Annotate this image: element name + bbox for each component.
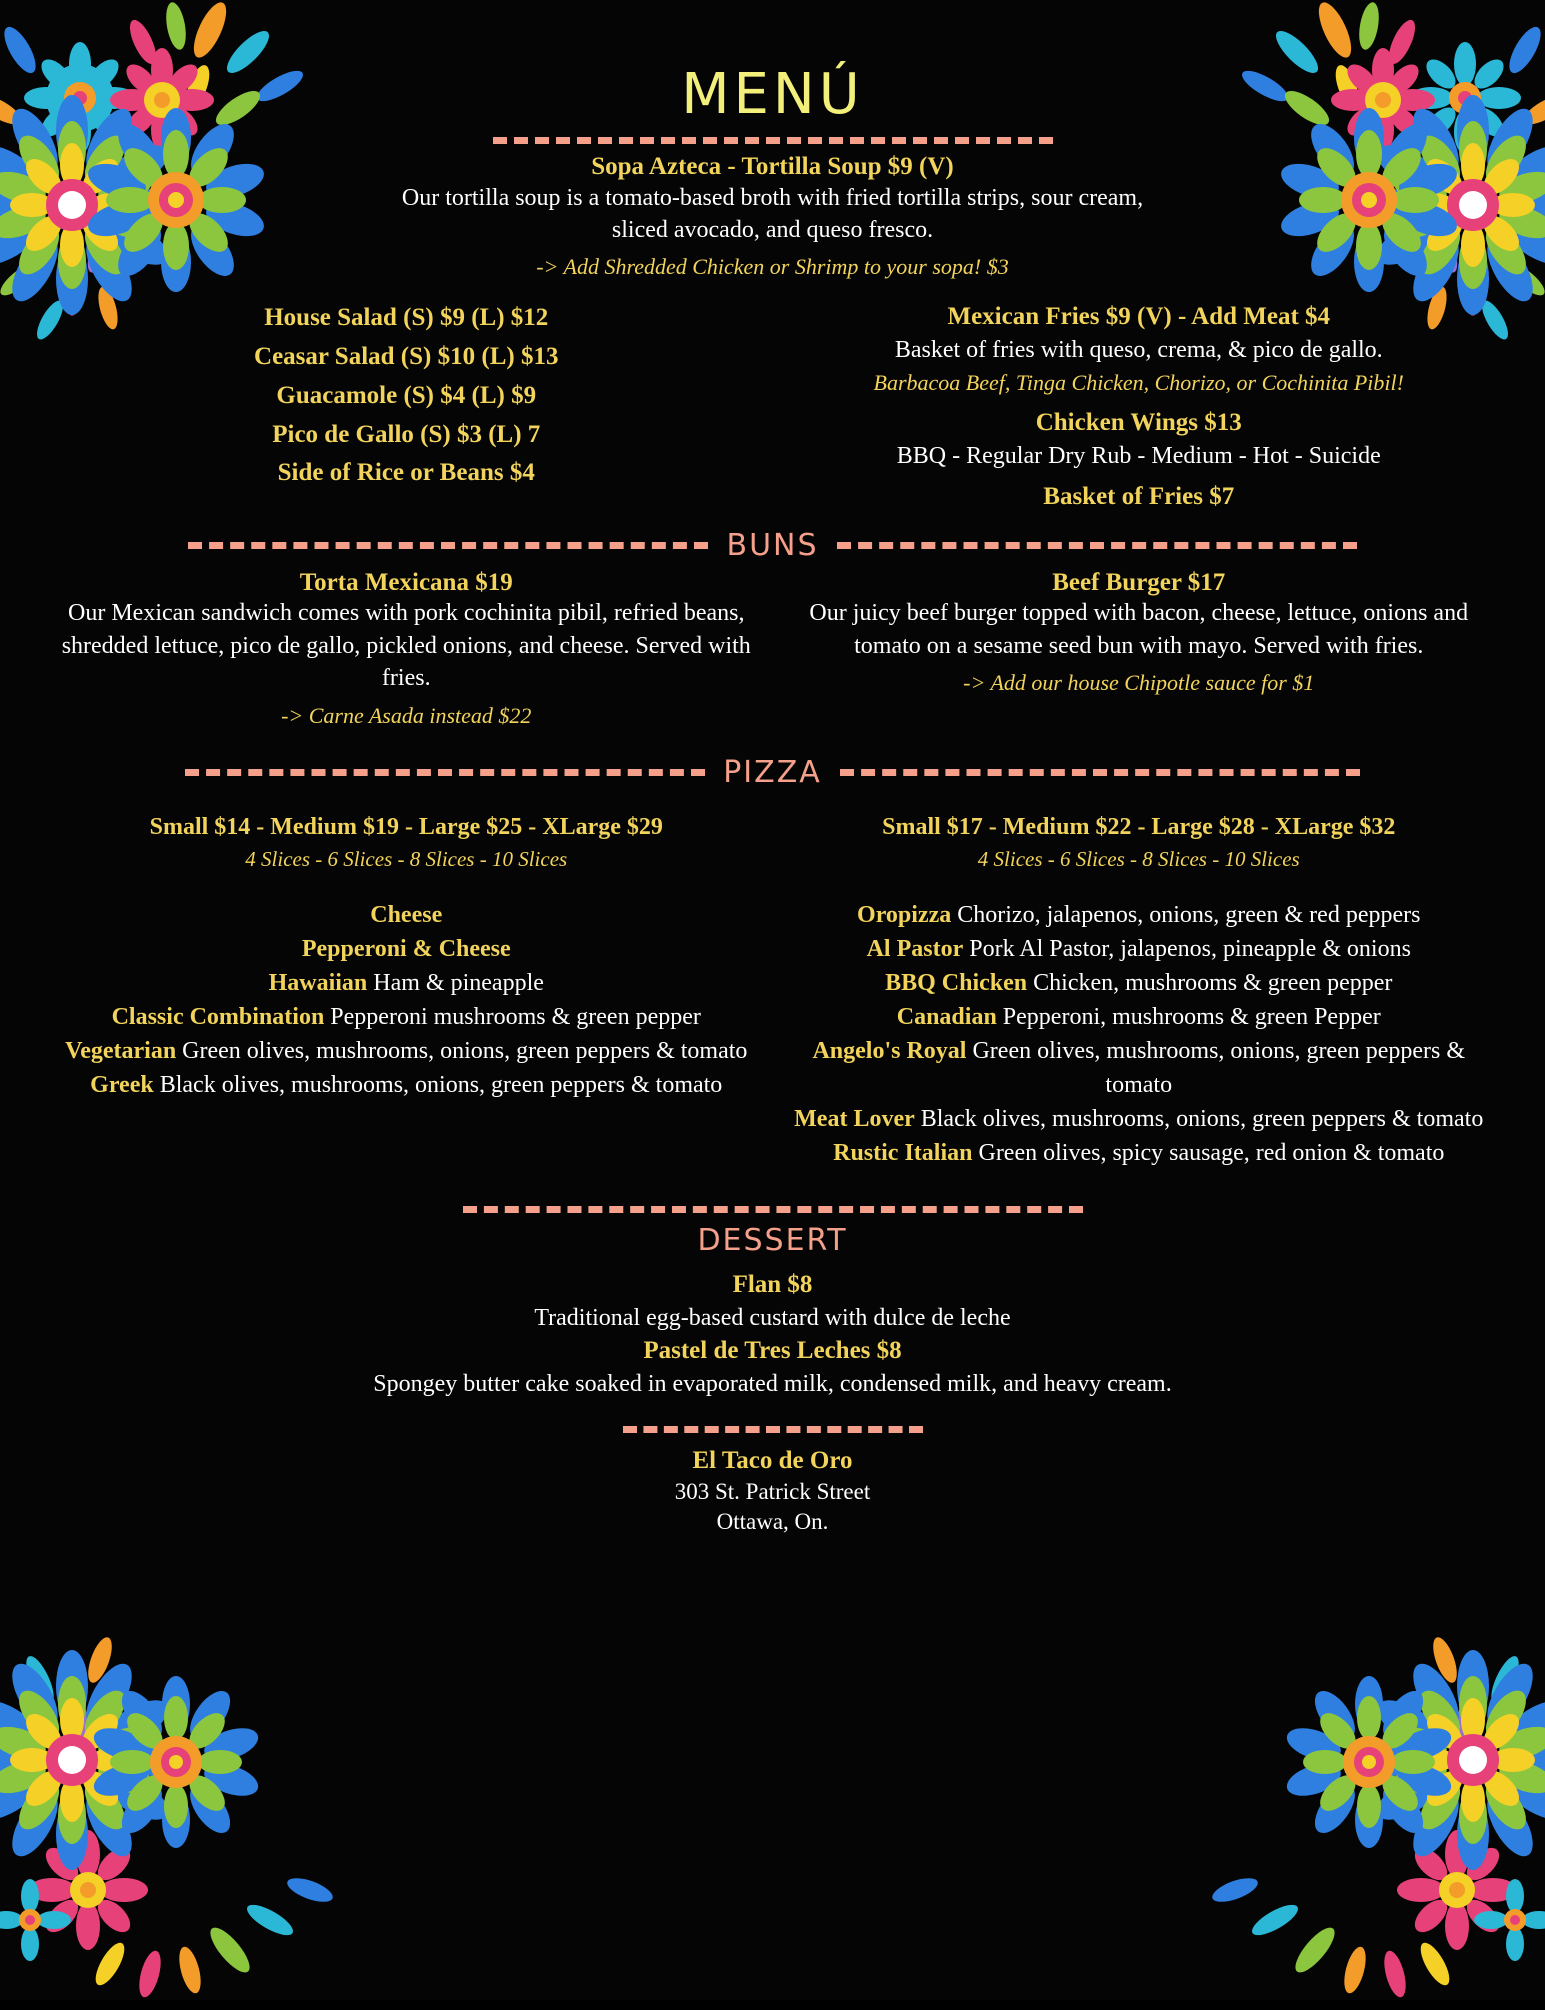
pizza-toppings: Green olives, mushrooms, onions, green peppers & tomato — [182, 1037, 748, 1064]
torta-name: Torta Mexicana $19 — [299, 569, 513, 597]
pizza-toppings: Chicken, mushrooms & green pepper — [1033, 969, 1393, 996]
list-item: House Salad (S) $9 (L) $12 — [264, 304, 549, 332]
pizza-name: Al Pastor — [866, 935, 964, 962]
appetizers-column — [773, 299, 1506, 514]
flan-name: Flan $8 — [732, 1271, 813, 1299]
divider-buns — [0, 528, 1545, 563]
list-item: Side of Rice or Beans $4 — [277, 459, 535, 487]
tres-leches-name: Pastel de Tres Leches $8 — [643, 1337, 902, 1365]
floral-decoration-bottom-left — [0, 1530, 380, 2010]
chicken-wings-name: Chicken Wings $13 — [1035, 408, 1242, 436]
pizza-column-right — [773, 814, 1506, 1171]
pizza-column-left — [40, 814, 773, 1171]
list-item: Ceasar Salad (S) $10 (L) $13 — [254, 343, 559, 371]
pizza-name: Classic Combination — [111, 1003, 325, 1030]
floral-decoration-bottom-right — [1165, 1530, 1545, 2010]
torta-description: Our Mexican sandwich comes with pork cochinita pibil, refried beans, shredded lettuce, pico de gallo, pickled onions, and cheese. Served with fries. — [61, 600, 751, 692]
mexican-fries-description: Basket of fries with queso, crema, & pico de gallo. — [894, 337, 1383, 364]
section-heading-buns: BUNS — [726, 528, 819, 564]
pizza-right-sizes: Small $17 - Medium $22 - Large $28 - XLarge $32 — [882, 813, 1396, 840]
basket-of-fries-name: Basket of Fries $7 — [1043, 483, 1235, 511]
sides-column — [40, 299, 773, 514]
list-item — [791, 1000, 1488, 1034]
sides-list — [58, 299, 755, 493]
pizza-toppings: Pepperoni, mushrooms & green Pepper — [1002, 1003, 1381, 1030]
list-item — [58, 898, 755, 932]
pizza-toppings: Green olives, mushrooms, onions, green peppers & tomato — [972, 1037, 1466, 1098]
pizza-name: Oropizza — [857, 901, 952, 928]
divider-top — [0, 137, 1545, 144]
torta-note: -> Carne Asada instead $22 — [281, 702, 532, 728]
torta-item — [40, 569, 773, 728]
pizza-left-list — [58, 898, 755, 1102]
list-item — [58, 932, 755, 966]
beef-burger-note: -> Add our house Chipotle sauce for $1 — [963, 670, 1315, 696]
restaurant-name: El Taco de Oro — [692, 1447, 853, 1475]
list-item — [791, 932, 1488, 966]
restaurant-footer — [0, 1445, 1545, 1536]
pizza-name: BBQ Chicken — [885, 969, 1028, 996]
pizza-left-slices: 4 Slices - 6 Slices - 8 Slices - 10 Slices — [245, 846, 568, 871]
mexican-fries-name: Mexican Fries $9 (V) - Add Meat $4 — [947, 303, 1331, 331]
tres-leches-description: Spongey butter cake soaked in evaporated milk, condensed milk, and heavy cream. — [373, 1371, 1172, 1398]
section-sides-and-apps — [0, 299, 1545, 514]
sopa-azteca-note: -> Add Shredded Chicken or Shrimp to your sopa! $3 — [536, 254, 1009, 280]
pizza-name: Vegetarian — [65, 1037, 177, 1064]
section-heading-dessert: DESSERT — [697, 1223, 848, 1259]
pizza-left-sizes: Small $14 - Medium $19 - Large $25 - XLarge $29 — [149, 813, 663, 840]
pizza-toppings: Black olives, mushrooms, onions, green peppers & tomato — [920, 1106, 1484, 1132]
restaurant-address-line2: Ottawa, On. — [716, 1508, 829, 1534]
pizza-toppings: Ham & pineapple — [373, 969, 544, 996]
divider-pizza — [0, 755, 1545, 790]
pizza-name: Canadian — [896, 1003, 997, 1030]
list-item: Guacamole (S) $4 (L) $9 — [276, 381, 537, 409]
section-dessert — [0, 1206, 1545, 1400]
restaurant-address-line1: 303 St. Patrick Street — [674, 1479, 871, 1505]
section-pizza — [0, 814, 1545, 1171]
beef-burger-name: Beef Burger $17 — [1052, 569, 1226, 597]
list-item: Pico de Gallo (S) $3 (L) 7 — [272, 420, 541, 448]
pizza-name: Pepperoni & Cheese — [301, 935, 511, 962]
mexican-fries-note: Barbacoa Beef, Tinga Chicken, Chorizo, or Cochinita Pibil! — [873, 369, 1404, 395]
pizza-toppings: Green olives, spicy sausage, red onion & tomato — [978, 1140, 1445, 1167]
list-item — [58, 966, 755, 1000]
pizza-right-list — [791, 898, 1488, 1171]
pizza-name: Meat Lover — [794, 1106, 915, 1132]
list-item — [791, 1136, 1488, 1170]
pizza-toppings: Black olives, mushrooms, onions, green peppers & tomato — [159, 1071, 723, 1098]
divider-footer — [0, 1426, 1545, 1433]
pizza-right-slices: 4 Slices - 6 Slices - 8 Slices - 10 Slices — [977, 846, 1300, 871]
beef-burger-item — [773, 569, 1506, 728]
list-item — [58, 1000, 755, 1034]
pizza-name: Rustic Italian — [833, 1140, 973, 1167]
flan-description: Traditional egg-based custard with dulce de leche — [534, 1304, 1011, 1331]
list-item — [791, 898, 1488, 932]
pizza-toppings: Pork Al Pastor, jalapenos, pineapple & onions — [969, 935, 1411, 962]
pizza-toppings: Chorizo, jalapenos, onions, green & red peppers — [957, 901, 1421, 928]
sopa-azteca-name: Sopa Azteca - Tortilla Soup $9 (V) — [591, 153, 954, 180]
list-item — [791, 966, 1488, 1000]
chicken-wings-description: BBQ - Regular Dry Rub - Medium - Hot - Suicide — [896, 442, 1381, 469]
pizza-name: Hawaiian — [268, 969, 368, 996]
list-item — [791, 1034, 1488, 1102]
pizza-name: Angelo's Royal — [812, 1037, 967, 1064]
section-sopa — [393, 144, 1153, 281]
list-item — [58, 1068, 755, 1102]
list-item — [58, 1034, 755, 1068]
beef-burger-description: Our juicy beef burger topped with bacon, cheese, lettuce, onions and tomato on a sesame seed bun with mayo. Served with fries. — [809, 600, 1469, 659]
dessert-items — [363, 1268, 1183, 1400]
list-item — [791, 1102, 1488, 1136]
section-buns — [0, 569, 1545, 728]
pizza-toppings: Pepperoni mushrooms & green pepper — [330, 1003, 701, 1030]
pizza-name: Cheese — [370, 901, 443, 928]
section-heading-pizza: PIZZA — [723, 754, 822, 790]
page-title: MENÚ — [681, 62, 864, 127]
sopa-azteca-description: Our tortilla soup is a tomato-based broth with fried tortilla strips, sour cream, sliced avocado, and queso fresco. — [401, 185, 1144, 243]
pizza-name: Greek — [90, 1071, 154, 1098]
